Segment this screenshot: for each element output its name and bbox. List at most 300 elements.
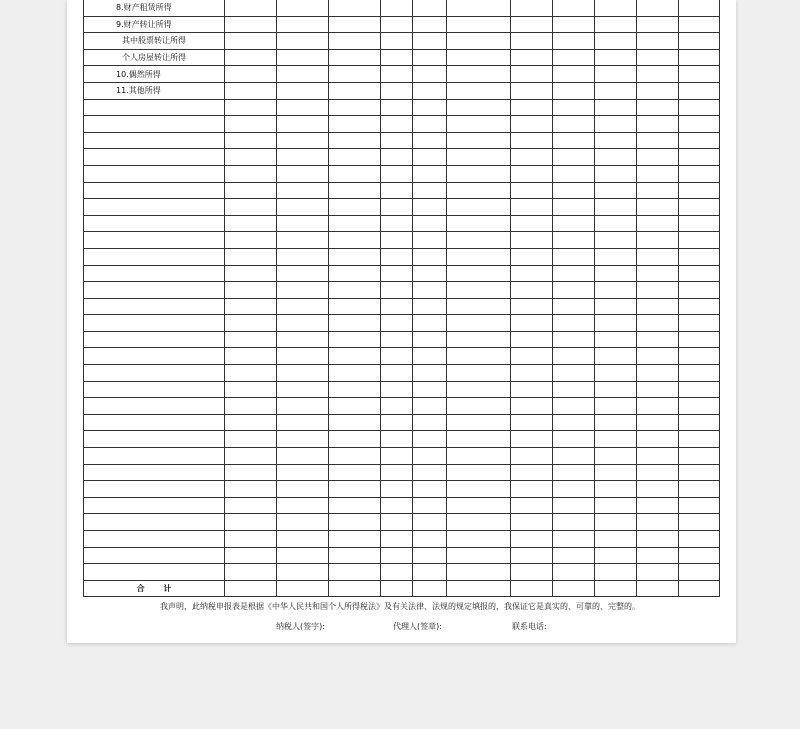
table-cell bbox=[637, 481, 679, 498]
table-cell bbox=[595, 431, 637, 448]
table-row bbox=[84, 66, 720, 83]
table-cell bbox=[413, 398, 447, 415]
table-cell bbox=[447, 331, 511, 348]
row-label bbox=[84, 414, 225, 431]
table-row bbox=[84, 331, 720, 348]
table-cell bbox=[679, 248, 720, 265]
table-cell bbox=[637, 531, 679, 548]
table-cell bbox=[595, 481, 637, 498]
table-cell bbox=[277, 165, 329, 182]
agent-signature-label: 代理人(签章): bbox=[393, 622, 442, 631]
table-row bbox=[84, 398, 720, 415]
table-row bbox=[84, 215, 720, 232]
row-label bbox=[84, 398, 225, 415]
table-row bbox=[84, 149, 720, 166]
table-row bbox=[84, 49, 720, 66]
table-cell bbox=[447, 398, 511, 415]
table-cell bbox=[679, 531, 720, 548]
table-cell bbox=[553, 199, 595, 216]
table-cell bbox=[447, 232, 511, 249]
table-cell bbox=[225, 331, 277, 348]
row-label: 其中股票转让所得 bbox=[84, 33, 225, 50]
table-cell bbox=[511, 448, 553, 465]
table-cell bbox=[679, 33, 720, 50]
table-cell bbox=[595, 580, 637, 597]
table-cell bbox=[381, 315, 413, 332]
declaration-text: 我声明，此纳税申报表是根据《中华人民共和国个人所得税法》及有关法律、法规的规定填报的，我保证它是真实的、可靠的、完整的。 bbox=[160, 602, 640, 611]
table-cell bbox=[637, 66, 679, 83]
row-label bbox=[84, 282, 225, 299]
row-label: 合 计 bbox=[84, 580, 225, 597]
table-cell bbox=[511, 514, 553, 531]
row-label bbox=[84, 448, 225, 465]
table-cell bbox=[679, 116, 720, 133]
table-cell bbox=[679, 282, 720, 299]
table-cell bbox=[447, 564, 511, 581]
table-row bbox=[84, 315, 720, 332]
table-cell bbox=[381, 381, 413, 398]
table-cell bbox=[329, 0, 381, 16]
table-cell bbox=[511, 165, 553, 182]
table-cell bbox=[447, 82, 511, 99]
row-label bbox=[84, 132, 225, 149]
table-cell bbox=[553, 182, 595, 199]
table-cell bbox=[595, 514, 637, 531]
table-cell bbox=[381, 132, 413, 149]
table-cell bbox=[329, 116, 381, 133]
table-cell bbox=[595, 165, 637, 182]
table-cell bbox=[381, 49, 413, 66]
row-label bbox=[84, 265, 225, 282]
table-cell bbox=[381, 348, 413, 365]
table-cell bbox=[595, 33, 637, 50]
table-cell bbox=[381, 99, 413, 116]
table-cell bbox=[679, 514, 720, 531]
table-cell bbox=[553, 82, 595, 99]
table-cell bbox=[277, 514, 329, 531]
table-cell bbox=[637, 398, 679, 415]
table-cell bbox=[277, 116, 329, 133]
table-cell bbox=[381, 116, 413, 133]
table-cell bbox=[413, 431, 447, 448]
table-cell bbox=[553, 547, 595, 564]
table-cell bbox=[637, 580, 679, 597]
table-cell bbox=[381, 464, 413, 481]
table-cell bbox=[679, 66, 720, 83]
table-cell bbox=[679, 331, 720, 348]
table-cell bbox=[329, 215, 381, 232]
table-cell bbox=[277, 182, 329, 199]
table-cell bbox=[381, 165, 413, 182]
row-label bbox=[84, 348, 225, 365]
table-cell bbox=[511, 265, 553, 282]
table-cell bbox=[511, 33, 553, 50]
table-cell bbox=[225, 66, 277, 83]
table-row bbox=[84, 547, 720, 564]
table-cell bbox=[637, 298, 679, 315]
table-row bbox=[84, 431, 720, 448]
table-cell bbox=[329, 182, 381, 199]
table-cell bbox=[637, 547, 679, 564]
table-cell bbox=[413, 265, 447, 282]
table-cell bbox=[413, 531, 447, 548]
table-row bbox=[84, 165, 720, 182]
table-cell bbox=[329, 82, 381, 99]
table-cell bbox=[553, 33, 595, 50]
table-cell bbox=[511, 497, 553, 514]
table-cell bbox=[225, 82, 277, 99]
table-cell bbox=[679, 315, 720, 332]
table-cell bbox=[381, 531, 413, 548]
table-cell bbox=[511, 331, 553, 348]
table-cell bbox=[679, 414, 720, 431]
row-label bbox=[84, 199, 225, 216]
table-cell bbox=[511, 16, 553, 33]
table-cell bbox=[595, 149, 637, 166]
table-cell bbox=[447, 448, 511, 465]
table-cell bbox=[329, 547, 381, 564]
table-cell bbox=[381, 232, 413, 249]
row-label bbox=[84, 165, 225, 182]
table-cell bbox=[447, 531, 511, 548]
table-cell bbox=[637, 497, 679, 514]
table-cell bbox=[225, 265, 277, 282]
table-cell bbox=[381, 265, 413, 282]
table-row bbox=[84, 298, 720, 315]
table-cell bbox=[511, 481, 553, 498]
taxpayer-signature-label: 纳税人(签字): bbox=[276, 622, 325, 631]
table-cell bbox=[553, 215, 595, 232]
table-cell bbox=[679, 580, 720, 597]
table-cell bbox=[637, 365, 679, 382]
table-cell bbox=[637, 464, 679, 481]
table-cell bbox=[225, 99, 277, 116]
table-cell bbox=[511, 66, 553, 83]
row-label bbox=[84, 547, 225, 564]
table-cell bbox=[277, 99, 329, 116]
table-cell bbox=[511, 531, 553, 548]
table-cell bbox=[225, 497, 277, 514]
table-row bbox=[84, 0, 720, 16]
table-cell bbox=[447, 514, 511, 531]
table-cell bbox=[277, 365, 329, 382]
table-cell bbox=[447, 497, 511, 514]
table-row bbox=[84, 182, 720, 199]
table-row bbox=[84, 282, 720, 299]
table-cell bbox=[329, 448, 381, 465]
table-row bbox=[84, 564, 720, 581]
table-cell bbox=[595, 182, 637, 199]
row-label bbox=[84, 564, 225, 581]
table-cell bbox=[511, 0, 553, 16]
table-row bbox=[84, 514, 720, 531]
row-label bbox=[84, 149, 225, 166]
table-cell bbox=[225, 182, 277, 199]
table-cell bbox=[329, 315, 381, 332]
table-cell bbox=[381, 298, 413, 315]
table-cell bbox=[595, 547, 637, 564]
row-label: 8.财产租赁所得 bbox=[84, 0, 225, 16]
table-cell bbox=[277, 16, 329, 33]
table-cell bbox=[329, 331, 381, 348]
table-cell bbox=[329, 265, 381, 282]
table-cell bbox=[553, 414, 595, 431]
table-cell bbox=[329, 66, 381, 83]
table-cell bbox=[595, 315, 637, 332]
table-cell bbox=[277, 547, 329, 564]
table-cell bbox=[413, 348, 447, 365]
table-cell bbox=[329, 149, 381, 166]
table-row bbox=[84, 497, 720, 514]
table-cell bbox=[595, 116, 637, 133]
table-cell bbox=[277, 248, 329, 265]
table-cell bbox=[637, 348, 679, 365]
table-cell bbox=[413, 248, 447, 265]
table-cell bbox=[553, 331, 595, 348]
table-cell bbox=[679, 365, 720, 382]
table-cell bbox=[637, 232, 679, 249]
table-cell bbox=[637, 182, 679, 199]
table-cell bbox=[553, 49, 595, 66]
table-cell bbox=[329, 431, 381, 448]
table-cell bbox=[413, 182, 447, 199]
table-cell bbox=[329, 232, 381, 249]
row-label bbox=[84, 182, 225, 199]
table-cell bbox=[225, 232, 277, 249]
table-cell bbox=[381, 0, 413, 16]
table-cell bbox=[413, 365, 447, 382]
table-cell bbox=[413, 82, 447, 99]
table-cell bbox=[329, 282, 381, 299]
table-cell bbox=[225, 165, 277, 182]
table-cell bbox=[679, 199, 720, 216]
table-cell bbox=[553, 497, 595, 514]
table-cell bbox=[413, 33, 447, 50]
table-cell bbox=[447, 248, 511, 265]
table-cell bbox=[225, 531, 277, 548]
table-cell bbox=[277, 0, 329, 16]
table-cell bbox=[225, 381, 277, 398]
table-cell bbox=[511, 564, 553, 581]
table-cell bbox=[413, 315, 447, 332]
table-cell bbox=[329, 99, 381, 116]
table-cell bbox=[225, 315, 277, 332]
table-cell bbox=[329, 365, 381, 382]
table-cell bbox=[679, 49, 720, 66]
row-label bbox=[84, 116, 225, 133]
table-cell bbox=[511, 248, 553, 265]
table-cell bbox=[277, 33, 329, 50]
table-cell bbox=[637, 199, 679, 216]
table-cell bbox=[637, 248, 679, 265]
row-label: 11.其他所得 bbox=[84, 82, 225, 99]
table-cell bbox=[413, 149, 447, 166]
table-cell bbox=[447, 33, 511, 50]
table-cell bbox=[595, 82, 637, 99]
table-cell bbox=[381, 414, 413, 431]
table-cell bbox=[595, 199, 637, 216]
table-cell bbox=[595, 282, 637, 299]
table-cell bbox=[447, 0, 511, 16]
table-cell bbox=[679, 149, 720, 166]
row-label bbox=[84, 298, 225, 315]
table-cell bbox=[511, 82, 553, 99]
table-row bbox=[84, 481, 720, 498]
table-cell bbox=[277, 481, 329, 498]
table-cell bbox=[511, 99, 553, 116]
table-cell bbox=[511, 149, 553, 166]
table-cell bbox=[447, 348, 511, 365]
table-cell bbox=[413, 547, 447, 564]
table-cell bbox=[277, 497, 329, 514]
table-cell bbox=[413, 49, 447, 66]
table-cell bbox=[447, 365, 511, 382]
table-cell bbox=[553, 165, 595, 182]
table-cell bbox=[413, 514, 447, 531]
table-cell bbox=[225, 564, 277, 581]
table-cell bbox=[553, 298, 595, 315]
table-row bbox=[84, 232, 720, 249]
table-cell bbox=[637, 49, 679, 66]
row-label bbox=[84, 481, 225, 498]
table-cell bbox=[679, 265, 720, 282]
table-cell bbox=[447, 199, 511, 216]
table-cell bbox=[679, 481, 720, 498]
table-cell bbox=[511, 199, 553, 216]
table-cell bbox=[595, 564, 637, 581]
table-cell bbox=[413, 66, 447, 83]
table-cell bbox=[553, 66, 595, 83]
table-cell bbox=[381, 497, 413, 514]
table-cell bbox=[511, 414, 553, 431]
table-cell bbox=[225, 0, 277, 16]
table-cell bbox=[679, 132, 720, 149]
table-cell bbox=[511, 398, 553, 415]
table-cell bbox=[277, 398, 329, 415]
table-cell bbox=[447, 182, 511, 199]
table-cell bbox=[413, 165, 447, 182]
table-cell bbox=[553, 99, 595, 116]
table-cell bbox=[381, 398, 413, 415]
table-cell bbox=[225, 431, 277, 448]
table-cell bbox=[679, 165, 720, 182]
table-cell bbox=[447, 49, 511, 66]
table-cell bbox=[511, 132, 553, 149]
table-cell bbox=[381, 431, 413, 448]
table-cell bbox=[225, 414, 277, 431]
table-cell bbox=[637, 431, 679, 448]
table-cell bbox=[511, 580, 553, 597]
table-cell bbox=[225, 215, 277, 232]
table-cell bbox=[447, 149, 511, 166]
table-cell bbox=[225, 580, 277, 597]
table-cell bbox=[277, 381, 329, 398]
table-cell bbox=[447, 66, 511, 83]
table-cell bbox=[329, 464, 381, 481]
table-cell bbox=[637, 116, 679, 133]
table-cell bbox=[511, 464, 553, 481]
table-cell bbox=[381, 365, 413, 382]
table-cell bbox=[277, 265, 329, 282]
table-cell bbox=[679, 16, 720, 33]
table-row bbox=[84, 33, 720, 50]
table-cell bbox=[637, 331, 679, 348]
table-cell bbox=[277, 580, 329, 597]
table-cell bbox=[381, 215, 413, 232]
table-cell bbox=[553, 580, 595, 597]
table-cell bbox=[447, 132, 511, 149]
table-cell bbox=[277, 298, 329, 315]
table-cell bbox=[447, 282, 511, 299]
table-cell bbox=[637, 82, 679, 99]
table-cell bbox=[679, 398, 720, 415]
table-cell bbox=[553, 564, 595, 581]
table-cell bbox=[381, 182, 413, 199]
table-cell bbox=[553, 348, 595, 365]
table-cell bbox=[277, 531, 329, 548]
table-cell bbox=[511, 381, 553, 398]
table-cell bbox=[595, 365, 637, 382]
table-cell bbox=[679, 0, 720, 16]
table-cell bbox=[679, 464, 720, 481]
table-cell bbox=[447, 215, 511, 232]
row-label bbox=[84, 99, 225, 116]
table-cell bbox=[637, 0, 679, 16]
table-cell bbox=[595, 49, 637, 66]
table-cell bbox=[329, 165, 381, 182]
table-cell bbox=[225, 248, 277, 265]
table-cell bbox=[413, 381, 447, 398]
table-cell bbox=[277, 315, 329, 332]
table-cell bbox=[225, 348, 277, 365]
table-cell bbox=[637, 165, 679, 182]
table-cell bbox=[447, 381, 511, 398]
table-cell bbox=[225, 481, 277, 498]
table-cell bbox=[413, 0, 447, 16]
table-cell bbox=[511, 431, 553, 448]
table-cell bbox=[277, 199, 329, 216]
table-cell bbox=[225, 149, 277, 166]
table-cell bbox=[511, 215, 553, 232]
table-cell bbox=[595, 265, 637, 282]
table-cell bbox=[553, 282, 595, 299]
table-cell bbox=[553, 431, 595, 448]
table-cell bbox=[329, 298, 381, 315]
table-cell bbox=[329, 481, 381, 498]
table-cell bbox=[447, 414, 511, 431]
table-row bbox=[84, 348, 720, 365]
tax-form-table bbox=[83, 0, 720, 597]
table-cell bbox=[595, 0, 637, 16]
table-cell bbox=[637, 132, 679, 149]
table-cell bbox=[595, 232, 637, 249]
table-cell bbox=[329, 497, 381, 514]
table-cell bbox=[329, 348, 381, 365]
table-cell bbox=[329, 248, 381, 265]
table-cell bbox=[595, 448, 637, 465]
table-cell bbox=[329, 564, 381, 581]
table-cell bbox=[225, 448, 277, 465]
table-cell bbox=[277, 49, 329, 66]
table-row bbox=[84, 448, 720, 465]
table-cell bbox=[447, 298, 511, 315]
table-cell bbox=[413, 414, 447, 431]
row-label bbox=[84, 315, 225, 332]
table-cell bbox=[595, 331, 637, 348]
table-cell bbox=[381, 33, 413, 50]
table-cell bbox=[225, 547, 277, 564]
table-cell bbox=[595, 464, 637, 481]
